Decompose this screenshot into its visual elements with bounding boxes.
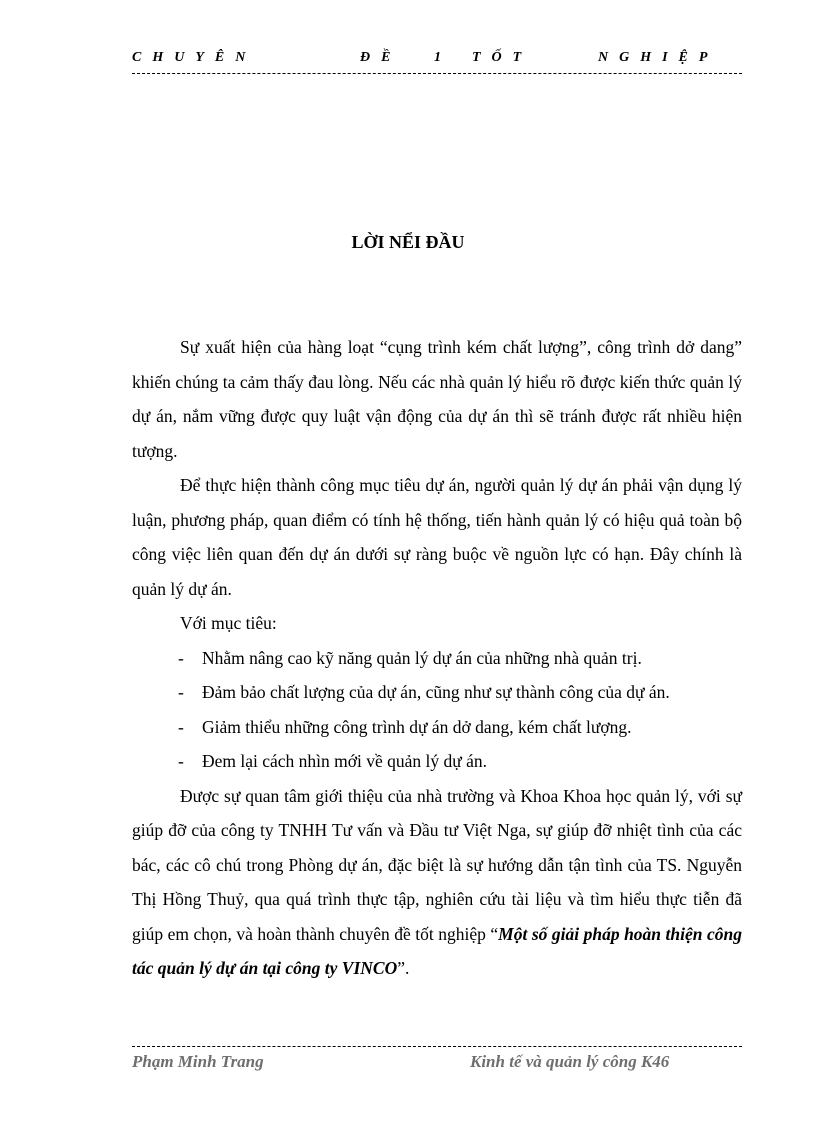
header-word-2: ĐỀ <box>360 50 402 65</box>
header-word-5: NGHIỆP <box>598 50 719 65</box>
page-header <box>132 50 742 72</box>
list-item <box>132 710 742 745</box>
list-item <box>132 641 742 676</box>
paragraph-3: Với mục tiêu: <box>180 613 277 633</box>
list-item-text: Nhằm nâng cao kỹ năng quản lý dự án của những nhà quản trị. <box>202 647 642 668</box>
bullet-marker: - <box>178 716 184 737</box>
list-item-text: Đảm bảo chất lượng của dự án, cũng như sự thành công của dự án. <box>202 682 670 702</box>
paragraph-4 <box>132 779 742 986</box>
paragraph-2: Để thực hiện thành công mục tiêu dự án, người quản lý dự án phải vận dụng lý luận, phương pháp, quan điểm có tính hệ thống, tiến hành quản lý có hiệu quả toàn bộ công việc liên quan đến dự án dưới sự ràng buộc về nguồn lực có hạn. Đây chính là quản lý dự án. <box>132 475 742 599</box>
footer-class: Kinh tế và quản lý công K46 <box>470 1052 670 1071</box>
header-word-1: CHUYÊN <box>132 50 257 65</box>
thesis-title: Một số giải pháp hoàn thiện công tác quản lý dự án tại công ty VINCO <box>132 923 742 978</box>
list-item-text: Đem lại cách nhìn mới về quản lý dự án. <box>202 751 488 771</box>
list-item <box>132 744 742 779</box>
header-divider <box>132 73 742 74</box>
paragraph-1: Sự xuất hiện của hàng loạt “cụng trình kém chất lượng”, công trình dở dang” khiến chúng ta cảm thấy đau lòng. Nếu các nhà quản lý hiểu rõ được kiến thức quản lý dự án, nắm vững được quy luật vận động của dự án thì sẽ tránh được rất nhiều hiện tượng. <box>132 337 742 461</box>
list-item-text: Giảm thiểu những công trình dự án dở dang, kém chất lượng. <box>202 716 632 737</box>
list-item <box>132 675 742 710</box>
bullet-marker: - <box>178 751 184 771</box>
page-title: LỜI NỂI ĐẦU <box>351 232 465 252</box>
footer-author: Phạm Minh Trang <box>132 1052 264 1071</box>
paragraph-4-text: Được sự quan tâm giới thiệu của nhà trường và Khoa Khoa học quản lý, với sự giúp đỡ của công ty TNHH Tư vấn và Đầu tư Việt Nga, sự giúp đỡ nhiệt tình của các bác, các cô chú trong Phòng dự án, đặc biệt là sự hướng dẫn tận tình của TS. Nguyễn Thị Hồng Thuỷ, qua quá trình thực tập, nghiên cứu tài liệu và tìm hiểu thực tiễn đã giúp em chọn, và hoàn thành chuyên đề tốt nghiệp “ <box>132 785 742 944</box>
bullet-marker: - <box>178 682 184 702</box>
header-word-3: 1 <box>434 50 452 65</box>
header-word-4: TỐT <box>472 50 533 65</box>
document-body <box>132 330 742 986</box>
paragraph-4-end: ”. <box>397 958 410 978</box>
footer-divider <box>132 1046 742 1047</box>
bullet-marker: - <box>178 647 184 668</box>
